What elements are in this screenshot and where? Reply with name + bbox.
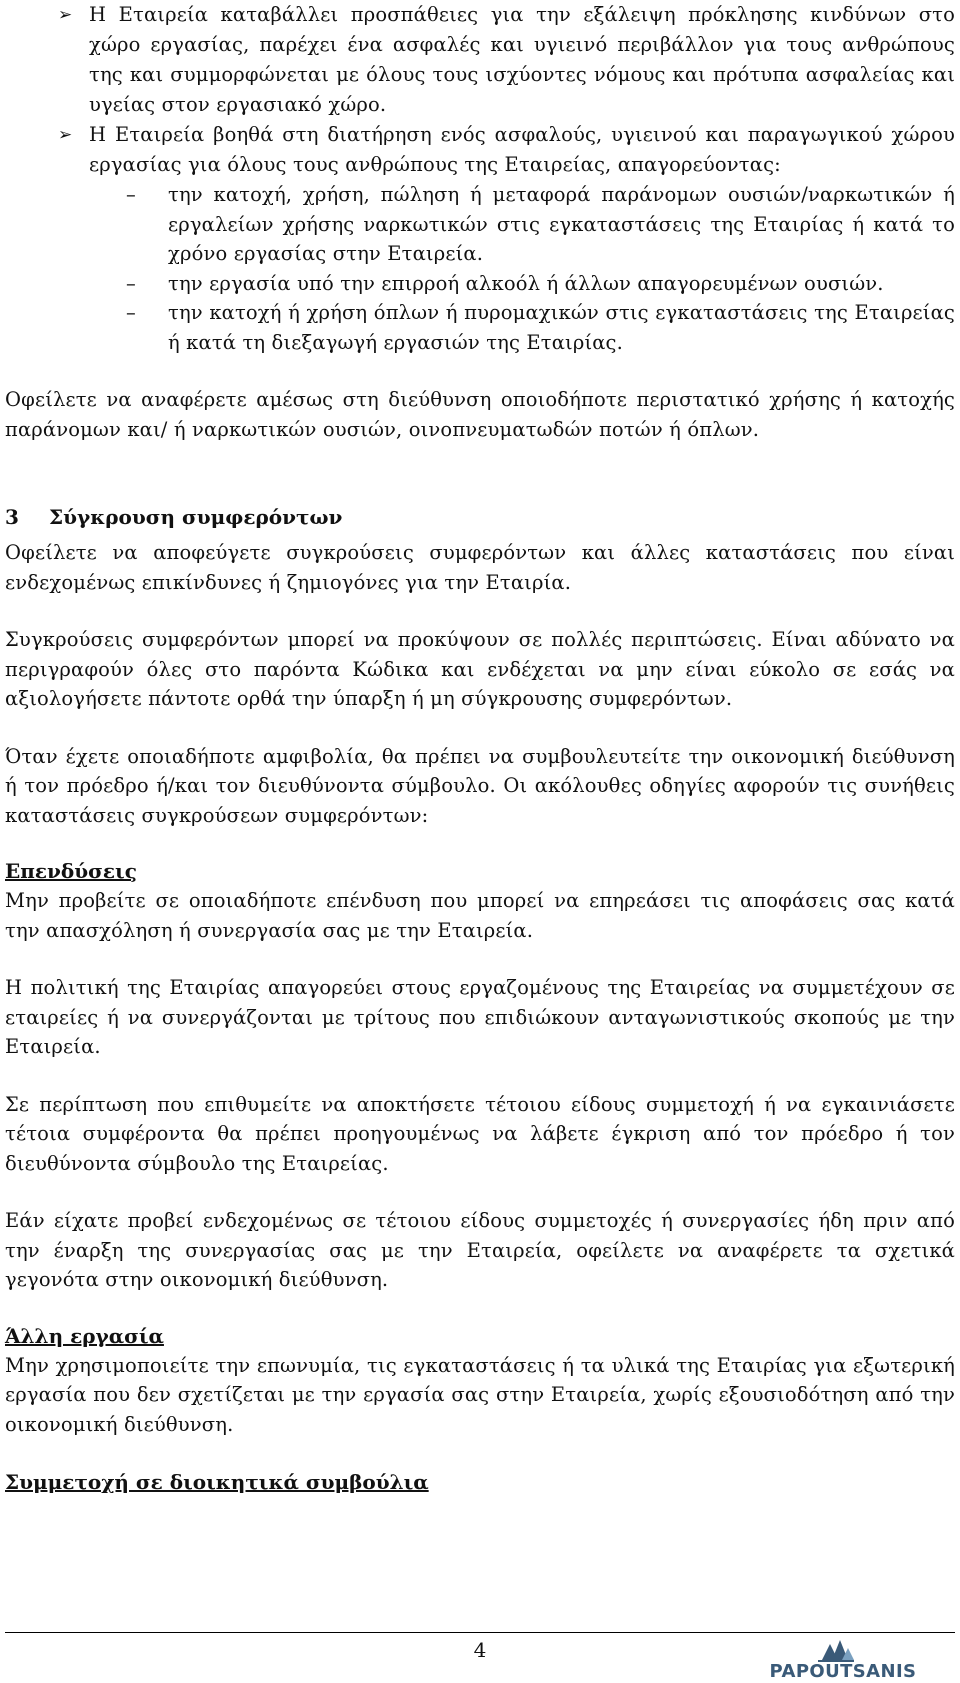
paragraph: Μην προβείτε σε οποιαδήποτε επένδυση που μπορεί να επηρεάσει τις αποφάσεις σας κατά την απασχόληση ή συνεργασία σας με την Εταιρεία.: [5, 889, 955, 942]
dash-icon: –: [126, 301, 136, 324]
document-page: [5, 0, 955, 1497]
paragraph: Μην χρησιμοποιείτε την επωνυμία, τις εγκαταστάσεις ή τα υλικά της Εταιρίας για εξωτερική εργασία που δεν σχετίζεται με την εργασία σας στην Εταιρεία, χωρίς εξουσιοδότηση από την οικονομική διεύθυνση.: [5, 1353, 955, 1436]
bullet-text: Η Εταιρεία βοηθά στη διατήρηση ενός ασφαλούς, υγιεινού και παραγωγικού χώρου εργασίας για όλους τους ανθρώπους της Εταιρείας, απαγορεύοντας:: [89, 123, 955, 176]
paragraph-report: Οφείλετε να αναφέρετε αμέσως στη διεύθυνση οποιοδήποτε περιστατικό χρήσης ή κατοχής παράνομων και/ ή ναρκωτικών ουσιών, οινοπνευματωδών ποτών ή όπλων.: [5, 388, 955, 441]
paragraph: Σε περίπτωση που επιθυμείτε να αποκτήσετε τέτοιου είδους συμμετοχή ή να εγκαινιάσετε τέτοια συμφέροντα θα πρέπει προηγουμένως να λάβετε έγκριση από τον πρόεδρο ή τον διευθύνοντα σύμβουλο της Εταιρείας.: [5, 1092, 955, 1175]
page-number: 4: [473, 1638, 487, 1662]
paragraph: Όταν έχετε οποιαδήποτε αμφιβολία, θα πρέπει να συμβουλευτείτε την οικονομική διεύθυνση ή τον πρόεδρο ή/και τον διευθύνοντα σύμβουλο. Οι ακόλουθες οδηγίες αφορούν τις συνήθεις καταστάσεις συγκρούσεων συμφερόντων:: [5, 744, 955, 827]
logo-wordmark: PAPOUTSANIS: [769, 1661, 917, 1682]
bullet-list: [5, 0, 955, 357]
dash-item: [5, 269, 955, 299]
logo-mark-icon: [816, 1636, 856, 1662]
footer-divider: [5, 1632, 955, 1633]
dash-item: [5, 180, 955, 269]
dash-item: [5, 298, 955, 357]
bullet-text: Η Εταιρεία καταβάλλει προσπάθειες για την εξάλειψη πρόκλησης κινδύνων στο χώρο εργασίας, παρέχει ένα ασφαλές και υγιεινό περιβάλλον για τους ανθρώπους της και συμμορφώνεται με όλους τους ισχύοντες νόμους και πρότυπα ασφαλείας και υγείας στον εργασιακό χώρο.: [89, 3, 955, 116]
paragraph: Συγκρούσεις συμφερόντων μπορεί να προκύψουν σε πολλές περιπτώσεις. Είναι αδύνατο να περιγραφούν όλες στο παρόντα Κώδικα και ενδέχεται να μην είναι εύκολο σε εσάς να αξιολογήσετε πάντοτε ορθά την ύπαρξη ή μη σύγκρουσης συμφερόντων.: [5, 628, 955, 710]
section-title: Σύγκρουση συμφερόντων: [49, 505, 343, 529]
dash-text: την εργασία υπό την επιρροή αλκοόλ ή άλλων απαγορευμένων ουσιών.: [168, 271, 884, 295]
paragraph: Εάν είχατε προβεί ενδεχομένως σε τέτοιου είδους συμμετοχές ή συνεργασίες ήδη πριν από την έναρξη της συνεργασίας σας με την Εταιρεία, οφείλετε να αναφέρετε τα σχετικά γεγονότα στην οικονομική διεύθυνση.: [5, 1209, 955, 1291]
company-logo: [768, 1636, 918, 1682]
dash-text: την κατοχή, χρήση, πώληση ή μεταφορά παράνομων ουσιών/ναρκωτικών ή εργαλείων χρήσης ναρκωτικών στις εγκαταστάσεις της Εταιρίας ή κατά το χρόνο εργασίας στην Εταιρεία.: [168, 183, 955, 265]
section-heading: [5, 502, 955, 532]
dash-text: την κατοχή ή χρήση όπλων ή πυρομαχικών στις εγκαταστάσεις της Εταιρείας ή κατά τη διεξαγωγή εργασιών της Εταιρίας.: [168, 301, 955, 354]
bullet-item-safety: [5, 0, 955, 120]
arrow-bullet-icon: ➢: [58, 5, 73, 25]
subheading-boards: Συμμετοχή σε διοικητικά συμβούλια: [5, 1470, 429, 1494]
subheading-investments: Επενδύσεις: [5, 859, 137, 883]
dash-list: [89, 180, 955, 357]
subheading-other-work: Άλλη εργασία: [5, 1323, 164, 1348]
paragraph: Η πολιτική της Εταιρίας απαγορεύει στους εργαζομένους της Εταιρείας να συμμετέχουν σε εταιρείες ή να συνεργάζονται με τρίτους που επιδιώκουν ανταγωνιστικούς σκοπούς με την Εταιρεία.: [5, 976, 955, 1058]
paragraph: Οφείλετε να αποφεύγετε συγκρούσεις συμφερόντων και άλλες καταστάσεις που είναι ενδεχομένως επικίνδυνες ή ζημιογόνες για την Εταιρία.: [5, 541, 955, 594]
section-number: 3: [5, 505, 19, 529]
arrow-bullet-icon: ➢: [58, 125, 73, 145]
dash-icon: –: [126, 271, 136, 295]
bullet-item-prohibitions: [5, 120, 955, 357]
dash-icon: –: [126, 183, 136, 206]
